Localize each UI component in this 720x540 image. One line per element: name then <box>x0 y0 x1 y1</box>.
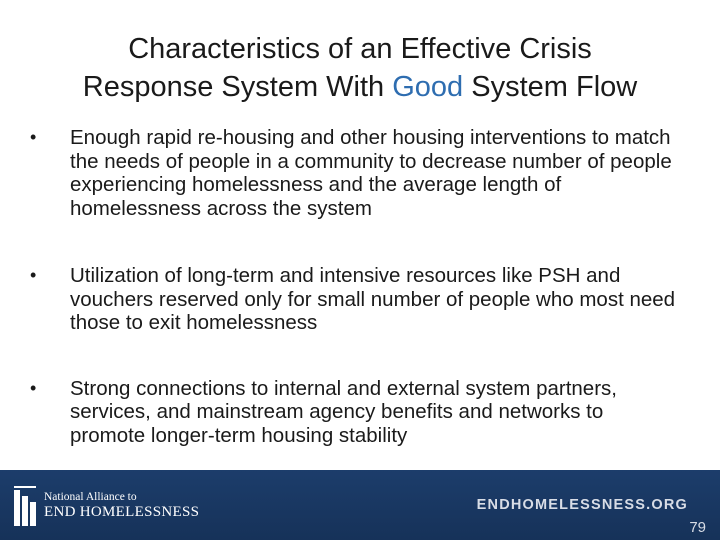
bullet-marker: • <box>30 265 37 285</box>
bullet-list <box>30 126 680 447</box>
bullet-text: Enough rapid re-housing and other housing interventions to match the needs of people in a community to decrease number of people experiencing homelessness and the average length of homelessness across the system <box>70 126 672 220</box>
title-accent-word: Good <box>392 71 464 103</box>
title-text-before-accent: Response System With <box>82 71 393 103</box>
footer-bar <box>0 470 720 540</box>
bullet-item-strong-connections <box>30 377 680 448</box>
bullet-marker: • <box>30 127 37 147</box>
title-text-after-accent: System Flow <box>463 71 638 103</box>
bullet-item-long-term-resources <box>30 264 680 335</box>
website-url: ENDHOMELESSNESS.ORG <box>476 497 688 513</box>
logo-line1: National Alliance to <box>44 491 137 503</box>
bullet-marker: • <box>30 377 37 398</box>
logo-line2: END HOMELESSNESS <box>44 504 200 520</box>
logo-wordmark <box>44 491 199 521</box>
logo-building-icon <box>12 484 38 528</box>
organization-logo <box>12 484 199 528</box>
bullet-item-rapid-rehousing <box>30 126 680 220</box>
slide-title-line2 <box>20 68 700 106</box>
bullet-text: Strong connections to internal and external system partners, services, and mainstream agency benefits and networks to promote longer-term housing stability <box>70 376 617 447</box>
slide-title-line1: Characteristics of an Effective Crisis <box>128 33 592 65</box>
slide-title <box>20 30 700 106</box>
bullet-text: Utilization of long-term and intensive resources like PSH and vouchers reserved only for small number of people who most need those to exit homelessness <box>70 264 676 334</box>
page-number: 79 <box>689 519 706 536</box>
